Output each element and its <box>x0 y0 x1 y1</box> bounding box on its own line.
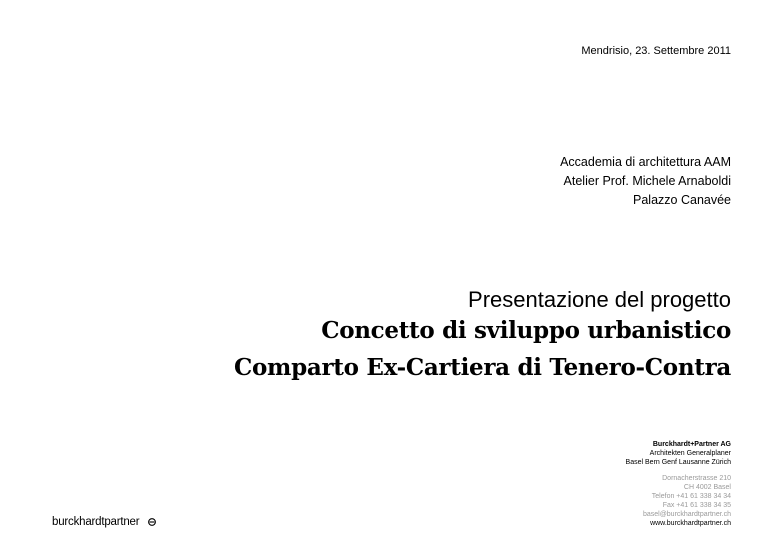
address-street: Dornacherstrasse 210 <box>662 475 731 482</box>
venue-name: Palazzo Canavée <box>633 193 731 207</box>
address-block <box>643 474 731 519</box>
company-mark-icon <box>148 518 156 526</box>
company-tagline: Architekten Generalplaner <box>649 450 731 457</box>
company-block <box>626 440 731 467</box>
company-offices: Basel Bern Genf Lausanne Zürich <box>625 459 731 466</box>
presentation-title-line-2: Comparto Ex-Cartiera di Tenero-Contra <box>233 354 731 381</box>
website-link: www.burckhardtpartner.ch <box>650 520 731 527</box>
address-fax: Fax +41 61 338 34 35 <box>662 502 731 509</box>
date-line: Mendrisio, 23. Settembre 2011 <box>581 45 731 57</box>
address-phone: Telefon +41 61 338 34 34 <box>651 493 731 500</box>
institution-name: Accademia di architettura AAM <box>560 155 731 169</box>
logo-wordmark: burckhardtpartner <box>52 516 140 528</box>
institution-block <box>560 153 731 210</box>
address-city: CH 4002 Basel <box>683 484 731 491</box>
company-name: Burckhardt+Partner AG <box>652 441 731 448</box>
presentation-title-line-1: Concetto di sviluppo urbanistico <box>321 317 731 344</box>
presentation-subtitle: Presentazione del progetto <box>468 287 731 312</box>
address-email: basel@burckhardtpartner.ch <box>642 511 731 518</box>
atelier-name: Atelier Prof. Michele Arnaboldi <box>563 174 731 188</box>
company-logo <box>52 516 156 528</box>
